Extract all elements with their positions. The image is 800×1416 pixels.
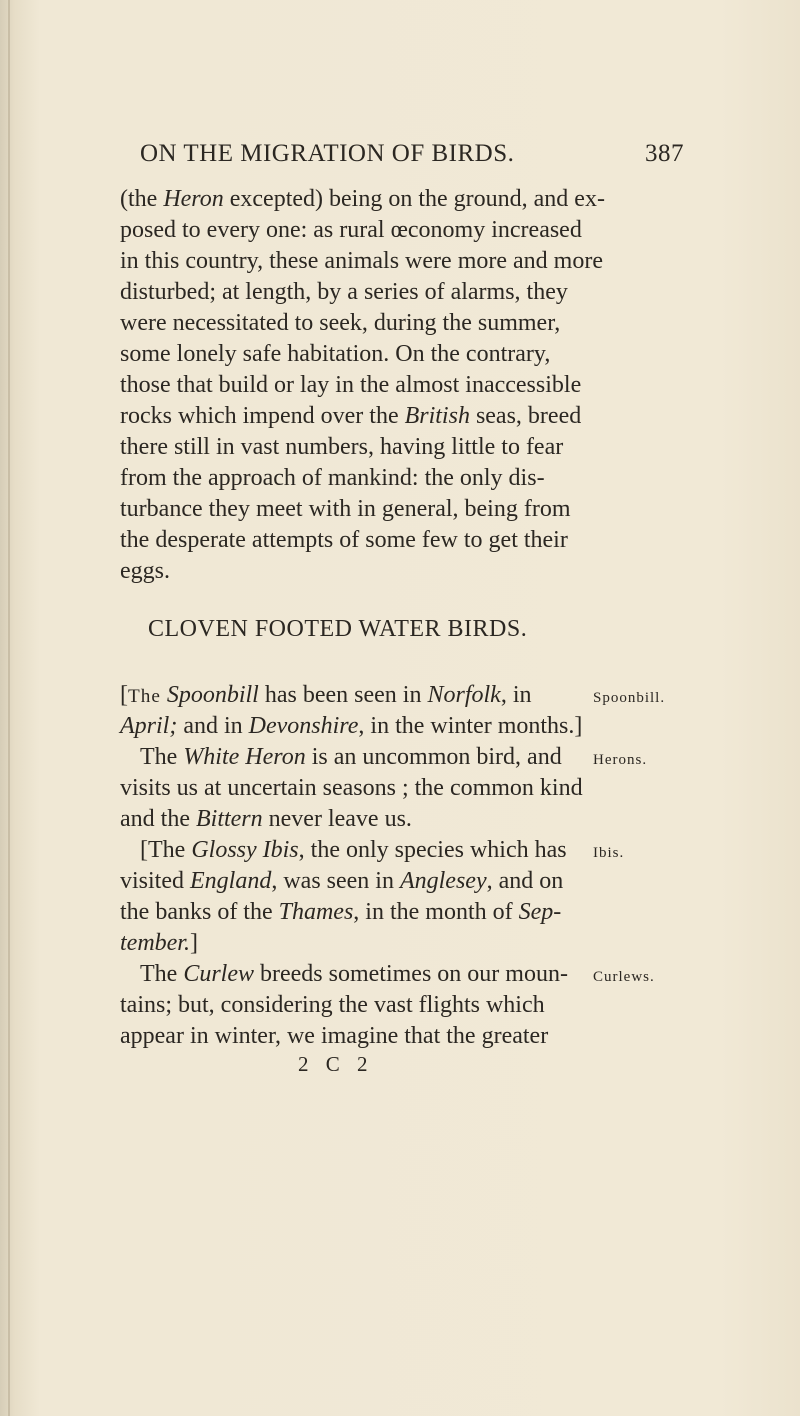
text-line: appear in winter, we imagine that the greater [120,1023,549,1049]
text-line: tains; but, considering the vast flights which [120,992,545,1018]
text-line: [The Spoonbill has been seen in Norfolk, in [120,682,532,708]
text-line: in this country, these animals were more and more [120,248,603,274]
page-number: 387 [645,140,684,167]
text-line: posed to every one: as rural œconomy increased [120,217,582,243]
sidenote-spoonbill: Spoonbill. [593,690,666,706]
sidenote-curlews: Curlews. [593,969,655,985]
section-heading: CLOVEN FOOTED WATER BIRDS. [148,616,528,642]
text-line: (the Heron excepted) being on the ground, and ex- [120,186,605,212]
sidenote-ibis: Ibis. [593,845,625,861]
sidenote-herons: Herons. [593,752,648,768]
text-line: visits us at uncertain seasons ; the common kind [120,775,583,801]
signature-mark: 2 C 2 [298,1052,374,1076]
text-line: The Curlew breeds sometimes on our moun- [140,961,568,987]
text-line: were necessitated to seek, during the summer, [120,310,561,336]
text-line: from the approach of mankind: the only dis- [120,465,545,491]
text-line: there still in vast numbers, having little to fear [120,434,564,460]
text-line: visited England, was seen in Anglesey, and on [120,868,564,894]
text-line: the banks of the Thames, in the month of Sep- [120,899,562,925]
text-line: The White Heron is an uncommon bird, and [140,744,562,770]
binding-gutter [8,0,10,1416]
text-line: rocks which impend over the British seas, breed [120,403,582,429]
text-line: turbance they meet with in general, being from [120,496,571,522]
text-line: [The Glossy Ibis, the only species which has [140,837,567,863]
text-line: and the Bittern never leave us. [120,806,412,832]
running-title: ON THE MIGRATION OF BIRDS. [140,140,515,167]
text-line: disturbed; at length, by a series of alarms, they [120,279,568,305]
text-line: some lonely safe habitation. On the contrary, [120,341,551,367]
text-line: tember.] [120,930,198,956]
text-line: eggs. [120,558,170,584]
text-line: those that build or lay in the almost inaccessible [120,372,582,398]
text-line: the desperate attempts of some few to get their [120,527,568,553]
text-line: April; and in Devonshire, in the winter months.] [120,713,583,739]
